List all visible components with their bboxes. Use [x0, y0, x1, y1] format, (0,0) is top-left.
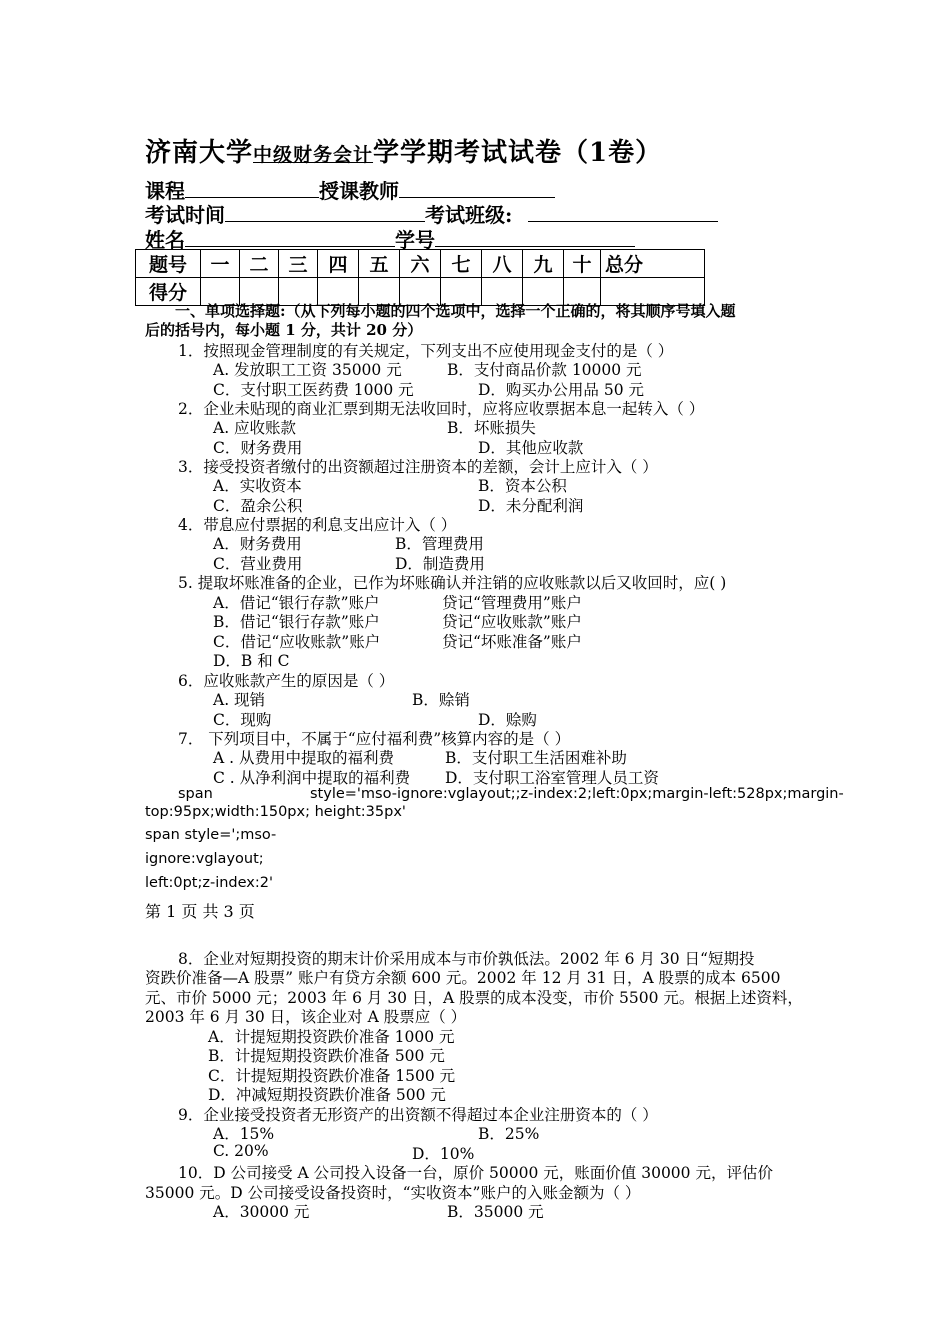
q2-option-c: C．财务费用	[213, 439, 303, 457]
raw-markup-line3: span style=';mso-	[145, 827, 277, 843]
raw-markup-line4: ignore:vglayout;	[145, 851, 264, 867]
q1-option-b: B．支付商品价款 10000 元	[447, 361, 642, 379]
question-6-stem: 6．应收账款产生的原因是（ ）	[178, 672, 395, 690]
header-cell: 五	[359, 250, 400, 278]
title-course: 中级财务会计	[253, 144, 374, 166]
question-3-stem: 3．接受投资者缴付的出资额超过注册资本的差额，会计上应计入（ ）	[178, 458, 658, 476]
question-1-stem: 1．按照现金管理制度的有关规定，下列支出不应使用现金支付的是（ ）	[178, 342, 674, 360]
title-suffix: 学学期考试试卷（1卷）	[373, 138, 663, 168]
header-cell: 一	[201, 250, 240, 278]
course-label: 课程	[145, 179, 185, 203]
raw-markup-line2: top:95px;width:150px; height:35px'	[145, 804, 406, 820]
header-cell: 三	[279, 250, 318, 278]
header-cell: 九	[523, 250, 564, 278]
q7-option-c: C . 从净利润中提取的福利费	[213, 769, 411, 787]
header-cell: 六	[400, 250, 441, 278]
q5-option-a-credit: 贷记“管理费用”账户	[442, 594, 582, 612]
teacher-label: 授课教师	[319, 179, 399, 203]
q1-option-a: A. 发放职工工资 35000 元	[213, 361, 402, 379]
q3-option-b: B．资本公积	[478, 477, 567, 495]
q6-option-b: B．赊销	[412, 691, 470, 709]
q8-option-a: A．计提短期投资跌价准备 1000 元	[208, 1028, 455, 1046]
q5-option-d: D．B 和 C	[213, 652, 290, 670]
question-10-line1: 10．D 公司接受 A 公司投入设备一台，原价 50000 元，账面价值 30000 元，评估价	[178, 1164, 773, 1182]
teacher-blank	[399, 177, 555, 198]
question-8-line4: 2003 年 6 月 30 日，该企业对 A 股票应（ ）	[145, 1008, 467, 1026]
question-5-stem: 5. 提取坏账准备的企业，已作为坏账确认并注销的应收账款以后又收回时，应( )	[178, 574, 727, 592]
q7-option-a: A . 从费用中提取的福利费	[213, 749, 394, 767]
section-heading-line1: 一、单项选择题:（从下列每小题的四个选项中，选择一个正确的，将其顺序号填入题	[175, 302, 736, 320]
q5-option-c-debit: C．借记“应收账款”账户	[213, 633, 381, 651]
section-heading-line2: 后的括号内，每小题 1 分，共计 20 分）	[145, 321, 423, 339]
class-label: 考试班级:	[425, 203, 513, 227]
q4-option-b: B．管理费用	[395, 535, 484, 553]
row-label: 得分	[136, 278, 201, 306]
q5-option-b-credit: 贷记“应收账款”账户	[442, 613, 582, 631]
header-cell: 总分	[601, 250, 705, 278]
header-cell: 十	[564, 250, 601, 278]
question-9-stem: 9．企业接受投资者无形资产的出资额不得超过本企业注册资本的（ ）	[178, 1106, 658, 1124]
raw-markup-line1b: style='mso-ignore:vglayout;;z-index:2;left:0px;margin-left:528px;margin-	[310, 786, 844, 802]
name-blank	[185, 226, 395, 247]
q9-option-b: B．25%	[478, 1125, 540, 1143]
time-label: 考试时间	[145, 203, 225, 227]
raw-markup-line1a: span	[178, 786, 213, 802]
q3-option-c: C．盈余公积	[213, 497, 303, 515]
header-cell: 八	[482, 250, 523, 278]
q8-option-b: B．计提短期投资跌价准备 500 元	[208, 1047, 445, 1065]
q6-option-d: D．赊购	[478, 711, 537, 729]
time-blank	[225, 201, 425, 222]
q4-option-a: A．财务费用	[213, 535, 302, 553]
question-2-stem: 2．企业未贴现的商业汇票到期无法收回时，应将应收票据本息一起转入（ ）	[178, 400, 705, 418]
question-7-stem: 7． 下列项目中，不属于“应付福利费”核算内容的是（ ）	[178, 730, 571, 748]
q9-option-d: D．10%	[412, 1145, 475, 1163]
name-label: 姓名	[145, 228, 185, 252]
q8-option-d: D．冲减短期投资跌价准备 500 元	[208, 1086, 446, 1104]
q9-option-a: A．15%	[213, 1125, 275, 1143]
page-number: 第 1 页 共 3 页	[145, 902, 255, 921]
question-4-stem: 4．带息应付票据的利息支出应计入（ ）	[178, 516, 457, 534]
title-prefix: 济南大学	[145, 138, 254, 168]
q5-option-c-credit: 贷记“坏账准备”账户	[442, 633, 582, 651]
q9-option-c: C. 20%	[213, 1142, 269, 1160]
q6-option-c: C．现购	[213, 711, 272, 729]
q5-option-b-debit: B．借记“银行存款”账户	[213, 613, 380, 631]
question-8-line3: 元、市价 5000 元；2003 年 6 月 30 日，A 股票的成本没变，市价 5500 元。根据上述资料，	[145, 989, 803, 1007]
q7-option-d: D．支付职工浴室管理人员工资	[445, 769, 659, 787]
q7-option-b: B．支付职工生活困难补助	[445, 749, 627, 767]
q2-option-d: D．其他应收款	[478, 439, 584, 457]
q8-option-c: C．计提短期投资跌价准备 1500 元	[208, 1067, 456, 1085]
question-8-line2: 资跌价准备—A 股票” 账户有贷方余额 600 元。2002 年 12 月 31 日，A 股票的成本 6500	[145, 969, 781, 987]
class-blank	[528, 201, 718, 222]
question-8-line1: 8．企业对短期投资的期末计价采用成本与市价孰低法。2002 年 6 月 30 日“短期投	[178, 950, 755, 968]
q2-option-b: B．坏账损失	[447, 419, 536, 437]
id-label: 学号	[395, 228, 435, 252]
course-blank	[185, 177, 319, 198]
q4-option-c: C．营业费用	[213, 555, 303, 573]
q1-option-c: C．支付职工医药费 1000 元	[213, 381, 414, 399]
q2-option-a: A. 应收账款	[213, 419, 297, 437]
q5-option-a-debit: A．借记“银行存款”账户	[213, 594, 380, 612]
q6-option-a: A. 现销	[213, 691, 266, 709]
id-blank	[435, 226, 635, 247]
exam-title	[145, 132, 662, 169]
score-table-header	[136, 250, 705, 278]
question-10-line2: 35000 元。D 公司接受设备投资时，“实收资本”账户的入账金额为（ ）	[145, 1184, 641, 1202]
q10-option-a: A．30000 元	[213, 1203, 310, 1221]
header-cell: 四	[318, 250, 359, 278]
q4-option-d: D．制造费用	[395, 555, 485, 573]
q10-option-b: B．35000 元	[447, 1203, 544, 1221]
header-cell: 二	[240, 250, 279, 278]
q3-option-d: D．未分配利润	[478, 497, 584, 515]
header-cell: 七	[441, 250, 482, 278]
q1-option-d: D．购买办公用品 50 元	[478, 381, 645, 399]
q3-option-a: A．实收资本	[213, 477, 302, 495]
raw-markup-line5: left:0pt;z-index:2'	[145, 875, 273, 891]
header-cell: 题号	[136, 250, 201, 278]
score-table	[135, 249, 705, 306]
